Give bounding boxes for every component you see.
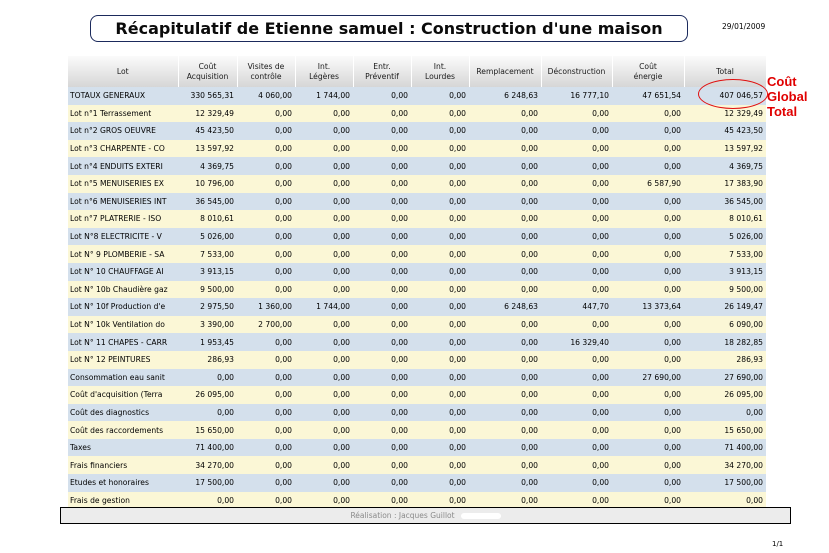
- row-label: Lot N° 12 PEINTURES: [68, 351, 178, 369]
- table-row: [68, 228, 766, 246]
- table-cell: 8 010,61: [684, 210, 766, 228]
- table-cell: 0,00: [411, 263, 469, 281]
- column-header: Entr. Préventif: [353, 56, 411, 87]
- table-row: [68, 421, 766, 439]
- table-cell: 0,00: [295, 456, 353, 474]
- table-cell: 0,00: [411, 456, 469, 474]
- table-cell: 34 270,00: [684, 456, 766, 474]
- page-number: 1/1: [772, 540, 784, 548]
- table-cell: 7 533,00: [178, 245, 237, 263]
- table-cell: 2 975,50: [178, 298, 237, 316]
- row-label: Lot n°4 ENDUITS EXTERI: [68, 157, 178, 175]
- table-cell: 13 373,64: [612, 298, 684, 316]
- table-cell: 0,00: [541, 281, 612, 299]
- table-cell: 0,00: [353, 298, 411, 316]
- table-cell: 0,00: [237, 175, 295, 193]
- table-cell: 0,00: [541, 421, 612, 439]
- table-cell: 330 565,31: [178, 87, 237, 105]
- table-cell: 0,00: [612, 492, 684, 510]
- table-cell: 16 777,10: [541, 87, 612, 105]
- header-row: [68, 56, 766, 87]
- row-label: Lot n°6 MENUISERIES INT: [68, 193, 178, 211]
- table-cell: 0,00: [541, 351, 612, 369]
- table-cell: 0,00: [178, 369, 237, 387]
- table-cell: 0,00: [411, 140, 469, 158]
- table-row: [68, 87, 766, 105]
- table-cell: 27 690,00: [612, 369, 684, 387]
- table-cell: 0,00: [237, 404, 295, 422]
- table-cell: 0,00: [612, 140, 684, 158]
- table-cell: 0,00: [295, 281, 353, 299]
- table-cell: 15 650,00: [684, 421, 766, 439]
- table-cell: 0,00: [469, 369, 541, 387]
- table-cell: 0,00: [295, 316, 353, 334]
- column-header: Coût énergie: [612, 56, 684, 87]
- table-cell: 0,00: [612, 281, 684, 299]
- table-cell: 45 423,50: [684, 122, 766, 140]
- table-cell: 4 369,75: [684, 157, 766, 175]
- table-cell: 1 360,00: [237, 298, 295, 316]
- table-cell: 26 095,00: [178, 386, 237, 404]
- table-cell: 0,00: [541, 157, 612, 175]
- table-cell: 0,00: [541, 492, 612, 510]
- row-label: Coût des raccordements: [68, 421, 178, 439]
- table-cell: 0,00: [469, 421, 541, 439]
- table-cell: 12 329,49: [178, 105, 237, 123]
- table-cell: 10 796,00: [178, 175, 237, 193]
- table-cell: 0,00: [411, 333, 469, 351]
- table-cell: 0,00: [295, 175, 353, 193]
- table-cell: 71 400,00: [178, 439, 237, 457]
- table-row: [68, 439, 766, 457]
- table-cell: 0,00: [411, 105, 469, 123]
- table-cell: 1 744,00: [295, 298, 353, 316]
- table-cell: 0,00: [237, 263, 295, 281]
- table-cell: 0,00: [411, 421, 469, 439]
- table-cell: 0,00: [612, 456, 684, 474]
- table-row: [68, 298, 766, 316]
- column-header: Déconstruction: [541, 56, 612, 87]
- table-cell: 0,00: [541, 369, 612, 387]
- table-cell: 6 248,63: [469, 298, 541, 316]
- table-cell: 0,00: [541, 210, 612, 228]
- table-cell: 0,00: [612, 333, 684, 351]
- table-cell: 0,00: [295, 351, 353, 369]
- table-cell: 0,00: [353, 87, 411, 105]
- table-cell: 0,00: [237, 281, 295, 299]
- table-cell: 0,00: [541, 404, 612, 422]
- table-cell: 0,00: [237, 193, 295, 211]
- row-label: Coût d'acquisition (Terra: [68, 386, 178, 404]
- table-cell: 0,00: [469, 404, 541, 422]
- table-cell: 0,00: [541, 439, 612, 457]
- row-label: TOTAUX GENERAUX: [68, 87, 178, 105]
- table-cell: 17 500,00: [178, 474, 237, 492]
- row-label: Lot N°8 ELECTRICITE - V: [68, 228, 178, 246]
- table-row: [68, 105, 766, 123]
- table-cell: 0,00: [541, 263, 612, 281]
- table-cell: 0,00: [541, 140, 612, 158]
- row-label: Taxes: [68, 439, 178, 457]
- table-cell: 0,00: [612, 439, 684, 457]
- table-cell: 0,00: [541, 228, 612, 246]
- table-row: [68, 193, 766, 211]
- table-cell: 0,00: [469, 105, 541, 123]
- table-cell: 17 500,00: [684, 474, 766, 492]
- table-cell: 0,00: [353, 193, 411, 211]
- table-cell: 0,00: [469, 157, 541, 175]
- table-cell: 0,00: [353, 263, 411, 281]
- table-cell: 0,00: [353, 245, 411, 263]
- table-cell: 0,00: [469, 351, 541, 369]
- table-cell: 12 329,49: [684, 105, 766, 123]
- table-cell: 0,00: [237, 122, 295, 140]
- table-cell: 0,00: [541, 456, 612, 474]
- table-cell: 1 744,00: [295, 87, 353, 105]
- table-cell: 0,00: [612, 351, 684, 369]
- table-cell: 0,00: [353, 105, 411, 123]
- row-label: Consommation eau sanit: [68, 369, 178, 387]
- table-cell: 27 690,00: [684, 369, 766, 387]
- table-cell: 9 500,00: [178, 281, 237, 299]
- table-cell: 0,00: [612, 386, 684, 404]
- table-cell: 0,00: [295, 421, 353, 439]
- table-cell: 4 060,00: [237, 87, 295, 105]
- report-title: Récapitulatif de Etienne samuel : Construction d'une maison: [90, 15, 688, 42]
- table-cell: 0,00: [353, 351, 411, 369]
- table-cell: 0,00: [541, 193, 612, 211]
- table-row: [68, 474, 766, 492]
- column-header: Total: [684, 56, 766, 87]
- table-cell: 0,00: [237, 245, 295, 263]
- table-cell: 0,00: [237, 140, 295, 158]
- table-cell: 0,00: [295, 105, 353, 123]
- table-cell: 286,93: [684, 351, 766, 369]
- column-header: Int. Lourdes: [411, 56, 469, 87]
- table-cell: 0,00: [353, 404, 411, 422]
- table-row: [68, 404, 766, 422]
- table-cell: 0,00: [411, 245, 469, 263]
- table-cell: 3 913,15: [178, 263, 237, 281]
- column-header: Int. Légères: [295, 56, 353, 87]
- table-cell: 36 545,00: [684, 193, 766, 211]
- table-cell: 0,00: [469, 386, 541, 404]
- table-body: [68, 87, 766, 509]
- table-cell: 0,00: [178, 492, 237, 510]
- row-label: Lot N° 9 PLOMBERIE - SA: [68, 245, 178, 263]
- row-label: Lot n°1 Terrassement: [68, 105, 178, 123]
- table-cell: 0,00: [353, 421, 411, 439]
- table-cell: 0,00: [295, 492, 353, 510]
- table-cell: 0,00: [411, 298, 469, 316]
- table-cell: 0,00: [612, 193, 684, 211]
- table-cell: 0,00: [541, 122, 612, 140]
- table-cell: 0,00: [612, 105, 684, 123]
- table-cell: 6 587,90: [612, 175, 684, 193]
- row-label: Lot N° 10k Ventilation do: [68, 316, 178, 334]
- table-cell: 0,00: [411, 369, 469, 387]
- row-label: Lot n°2 GROS OEUVRE: [68, 122, 178, 140]
- table-cell: 0,00: [469, 456, 541, 474]
- table-cell: 0,00: [295, 369, 353, 387]
- table-cell: 0,00: [295, 193, 353, 211]
- table-cell: 0,00: [237, 474, 295, 492]
- table-cell: 5 026,00: [684, 228, 766, 246]
- table-cell: 0,00: [469, 263, 541, 281]
- table-cell: 0,00: [612, 316, 684, 334]
- table-cell: 1 953,45: [178, 333, 237, 351]
- table-cell: 0,00: [469, 474, 541, 492]
- table-row: [68, 351, 766, 369]
- table-cell: 0,00: [295, 474, 353, 492]
- table-cell: 0,00: [541, 474, 612, 492]
- table-row: [68, 386, 766, 404]
- footer-text: Réalisation : Jacques Guillot: [350, 511, 455, 520]
- table-cell: 0,00: [353, 456, 411, 474]
- table-cell: 0,00: [237, 386, 295, 404]
- table-cell: 17 383,90: [684, 175, 766, 193]
- row-label: Frais de gestion: [68, 492, 178, 510]
- row-label: Lot n°3 CHARPENTE - CO: [68, 140, 178, 158]
- table-cell: 15 650,00: [178, 421, 237, 439]
- table-cell: 0,00: [541, 386, 612, 404]
- table-cell: 0,00: [353, 157, 411, 175]
- table-row: [68, 281, 766, 299]
- table-cell: 0,00: [353, 316, 411, 334]
- table-cell: 0,00: [295, 122, 353, 140]
- column-header: Coût Acquisition: [178, 56, 237, 87]
- row-label: Lot N° 10b Chaudière gaz: [68, 281, 178, 299]
- table-cell: 4 369,75: [178, 157, 237, 175]
- table-cell: 0,00: [178, 404, 237, 422]
- table-cell: 0,00: [612, 228, 684, 246]
- table-cell: 0,00: [353, 122, 411, 140]
- table-cell: 0,00: [612, 474, 684, 492]
- table-cell: 0,00: [295, 140, 353, 158]
- table-row: [68, 175, 766, 193]
- report-date: 29/01/2009: [722, 22, 766, 31]
- table-cell: 36 545,00: [178, 193, 237, 211]
- table-cell: 0,00: [295, 404, 353, 422]
- table-cell: 0,00: [411, 439, 469, 457]
- table-cell: 0,00: [411, 404, 469, 422]
- table-cell: 26 095,00: [684, 386, 766, 404]
- table-cell: 0,00: [469, 245, 541, 263]
- table-cell: 0,00: [295, 210, 353, 228]
- table-cell: 0,00: [411, 193, 469, 211]
- table-cell: 0,00: [612, 210, 684, 228]
- table-cell: 8 010,61: [178, 210, 237, 228]
- annotation-label: Coût Global Total: [767, 74, 808, 119]
- column-header: Remplacement: [469, 56, 541, 87]
- table-cell: 0,00: [411, 87, 469, 105]
- table-cell: 0,00: [411, 316, 469, 334]
- table-cell: 0,00: [411, 386, 469, 404]
- table-cell: 0,00: [541, 316, 612, 334]
- table-row: [68, 316, 766, 334]
- table-cell: 6 248,63: [469, 87, 541, 105]
- table-cell: 0,00: [469, 140, 541, 158]
- table-cell: 0,00: [237, 351, 295, 369]
- table-cell: 0,00: [295, 386, 353, 404]
- table-cell: 0,00: [237, 228, 295, 246]
- table-cell: 0,00: [411, 210, 469, 228]
- table-cell: 0,00: [237, 439, 295, 457]
- table-row: [68, 456, 766, 474]
- table-cell: 0,00: [469, 281, 541, 299]
- table-cell: 13 597,92: [684, 140, 766, 158]
- table-cell: 0,00: [612, 421, 684, 439]
- table-cell: 0,00: [353, 369, 411, 387]
- table-cell: 0,00: [411, 281, 469, 299]
- table-cell: 0,00: [469, 175, 541, 193]
- table-cell: 0,00: [295, 333, 353, 351]
- table-cell: 0,00: [353, 281, 411, 299]
- table-cell: 0,00: [469, 316, 541, 334]
- table-cell: 0,00: [411, 122, 469, 140]
- total-highlight-ellipse: [698, 79, 768, 109]
- table-cell: 13 597,92: [178, 140, 237, 158]
- table-cell: 407 046,57: [684, 87, 766, 105]
- table-cell: 7 533,00: [684, 245, 766, 263]
- table-cell: 0,00: [353, 140, 411, 158]
- table-cell: 2 700,00: [237, 316, 295, 334]
- table-cell: 0,00: [295, 245, 353, 263]
- table-cell: 34 270,00: [178, 456, 237, 474]
- table-cell: 0,00: [237, 210, 295, 228]
- table-cell: 0,00: [295, 439, 353, 457]
- table-cell: 0,00: [469, 333, 541, 351]
- table-cell: 0,00: [469, 439, 541, 457]
- table-cell: 0,00: [684, 404, 766, 422]
- row-label: Frais financiers: [68, 456, 178, 474]
- table-cell: 9 500,00: [684, 281, 766, 299]
- row-label: Lot N° 10f Production d'e: [68, 298, 178, 316]
- row-label: Lot n°5 MENUISERIES EX: [68, 175, 178, 193]
- table-cell: 0,00: [353, 439, 411, 457]
- table-cell: 0,00: [237, 369, 295, 387]
- table-cell: 286,93: [178, 351, 237, 369]
- table-cell: 0,00: [541, 245, 612, 263]
- table-cell: 0,00: [541, 105, 612, 123]
- row-label: Lot N° 11 CHAPES - CARR: [68, 333, 178, 351]
- row-label: Etudes et honoraires: [68, 474, 178, 492]
- table-cell: 16 329,40: [541, 333, 612, 351]
- column-header: Lot: [68, 56, 178, 87]
- table-row: [68, 369, 766, 387]
- table-row: [68, 210, 766, 228]
- table-row: [68, 122, 766, 140]
- recap-table: [68, 56, 767, 509]
- footer-bar: [60, 507, 791, 524]
- table-cell: 0,00: [612, 404, 684, 422]
- row-label: Lot N° 10 CHAUFFAGE AI: [68, 263, 178, 281]
- table-cell: 0,00: [469, 193, 541, 211]
- table-cell: 0,00: [237, 421, 295, 439]
- table-cell: 0,00: [612, 157, 684, 175]
- row-label: Lot n°7 PLATRERIE - ISO: [68, 210, 178, 228]
- table-cell: 0,00: [237, 456, 295, 474]
- table-cell: 0,00: [237, 333, 295, 351]
- table-cell: 0,00: [612, 263, 684, 281]
- table-cell: 0,00: [353, 333, 411, 351]
- row-label: Coût des diagnostics: [68, 404, 178, 422]
- table-cell: 45 423,50: [178, 122, 237, 140]
- table-cell: 0,00: [469, 122, 541, 140]
- table-cell: 0,00: [237, 157, 295, 175]
- table-cell: 0,00: [295, 263, 353, 281]
- table-cell: 0,00: [353, 386, 411, 404]
- table-cell: 0,00: [353, 492, 411, 510]
- table-cell: 0,00: [612, 245, 684, 263]
- column-header: Visites de contrôle: [237, 56, 295, 87]
- table-cell: 0,00: [237, 105, 295, 123]
- table-cell: 0,00: [411, 492, 469, 510]
- table-cell: 0,00: [469, 492, 541, 510]
- table-cell: 0,00: [411, 157, 469, 175]
- table-cell: 71 400,00: [684, 439, 766, 457]
- table-cell: 0,00: [411, 228, 469, 246]
- table-cell: 0,00: [237, 492, 295, 510]
- redacted-mark: [461, 513, 501, 519]
- table-cell: 6 090,00: [684, 316, 766, 334]
- table-cell: 0,00: [469, 210, 541, 228]
- table-cell: 0,00: [684, 492, 766, 510]
- table-cell: 0,00: [353, 175, 411, 193]
- table-cell: 0,00: [353, 210, 411, 228]
- table-cell: 0,00: [295, 228, 353, 246]
- table-cell: 0,00: [411, 474, 469, 492]
- table-row: [68, 333, 766, 351]
- table-cell: 26 149,47: [684, 298, 766, 316]
- table-cell: 0,00: [541, 175, 612, 193]
- table-cell: 47 651,54: [612, 87, 684, 105]
- table-row: [68, 263, 766, 281]
- table-row: [68, 140, 766, 158]
- table-cell: 18 282,85: [684, 333, 766, 351]
- table-cell: 0,00: [353, 228, 411, 246]
- table-cell: 447,70: [541, 298, 612, 316]
- table-cell: 0,00: [469, 228, 541, 246]
- table-cell: 0,00: [411, 351, 469, 369]
- table-cell: 3 913,15: [684, 263, 766, 281]
- table-cell: 0,00: [612, 122, 684, 140]
- table-cell: 5 026,00: [178, 228, 237, 246]
- table-cell: 0,00: [411, 175, 469, 193]
- table-cell: 0,00: [295, 157, 353, 175]
- table-cell: 3 390,00: [178, 316, 237, 334]
- table-row: [68, 245, 766, 263]
- table-cell: 0,00: [353, 474, 411, 492]
- table-row: [68, 157, 766, 175]
